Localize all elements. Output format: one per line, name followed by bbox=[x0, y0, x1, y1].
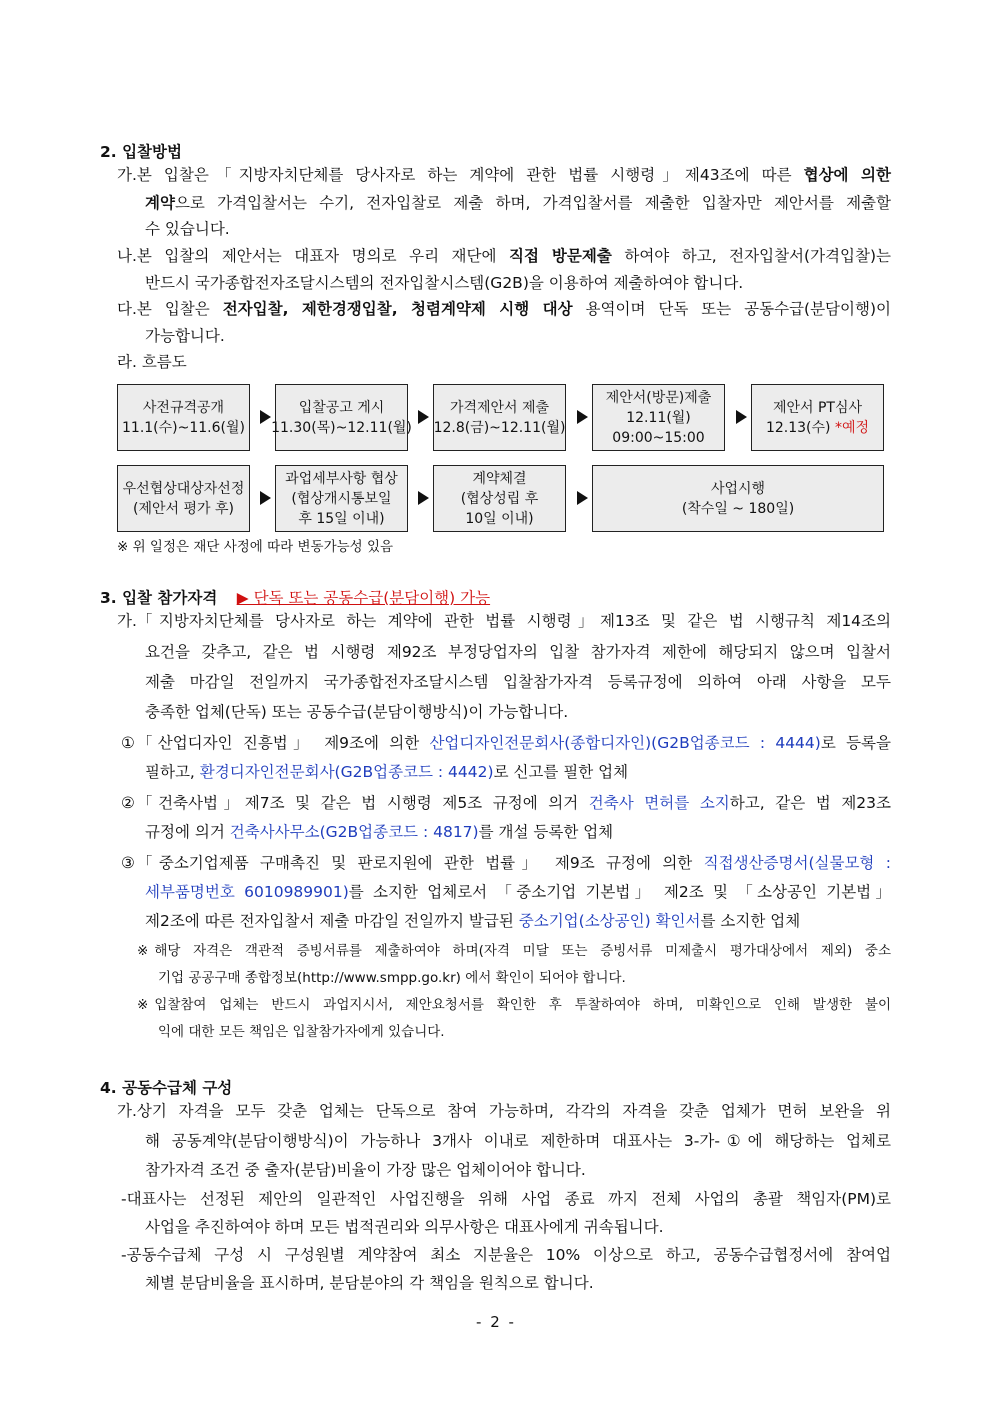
s3-req-2 bbox=[121, 789, 891, 818]
note-marker: ※ bbox=[137, 997, 149, 1013]
s3-note-1 bbox=[137, 938, 891, 965]
s2-item-ra bbox=[117, 348, 187, 377]
item-marker: - bbox=[121, 1246, 127, 1264]
flow-step-prespec: 사전규격공개 11.1(수)~11.6(월) bbox=[117, 384, 250, 451]
s3-item-ga bbox=[117, 607, 891, 636]
note-text: 해당 자격은 객관적 증빙서류를 제출하여야 하며(자격 미달 또는 증빙서류 미제출시 평가대상에서 제외) 중소 bbox=[154, 943, 891, 959]
s2-item-ga bbox=[117, 161, 891, 190]
item-text: 흐름도 bbox=[136, 353, 187, 371]
section-3-title: 3. 입찰 참가자격 ▶ 단독 또는 공동수급(분담이행) 가능 bbox=[100, 589, 491, 607]
item-marker: ① bbox=[121, 734, 135, 752]
item-text: 본 입찰은 전자입찰, 제한경쟁입찰, 청렴계약제 시행 대상 용역이며 단독 또는 공동수급(분담이행)이 bbox=[136, 300, 891, 318]
item-marker: 가. bbox=[117, 1102, 137, 1120]
s2-item-na bbox=[117, 242, 891, 271]
s4-dash-2-line2: 체별 분담비율을 표시하며, 분담분야의 각 책임을 원칙으로 합니다. bbox=[145, 1274, 594, 1292]
item-text: 「중소기업제품 구매촉진 및 판로지원에 관한 법률」 제9조 규정에 의한 직접생산증명서(실물모형 : bbox=[136, 854, 891, 872]
item-text: 「건축사법」제7조 및 같은 법 시행령 제5조 규정에 의거 건축사 면허를 소지하고, 같은 법 제23조 bbox=[136, 794, 891, 812]
flow-step-project: 사업시행 (착수일 ~ 180일) bbox=[592, 465, 884, 532]
s4-dash-1 bbox=[121, 1185, 891, 1214]
flow-step-pt: 제안서 PT심사 12.13(수) *예정 bbox=[751, 384, 884, 451]
item-text: 상기 자격을 모두 갖춘 업체는 단독으로 참여 가능하며, 각각의 자격을 갖춘 업체가 면허 보완을 위 bbox=[136, 1102, 891, 1120]
flow-arrow-icon bbox=[577, 410, 588, 424]
s3-note-1-line2: 기업 공공구매 종합정보(http://www.smpp.go.kr) 에서 확인이 되어야 합니다. bbox=[158, 970, 626, 986]
page-number: - 2 - bbox=[476, 1313, 516, 1331]
s3-item-ga-line2: 요건을 갖추고, 같은 법 시행령 제92조 부정당업자의 입찰 참가자격 제한에 해당되지 않으며 입찰서 bbox=[145, 643, 891, 661]
s3-req-1-line2: 필하고, 환경디자인전문회사(G2B업종코드 : 4442)로 신고를 필한 업체 bbox=[145, 763, 629, 781]
item-marker: 나. bbox=[117, 247, 137, 265]
s4-item-ga-line3: 참가자격 조건 중 출자(분담)비율이 가장 많은 업체이어야 합니다. bbox=[145, 1161, 586, 1179]
flow-step-negotiation: 과업세부사항 협상 (협상개시통보일 후 15일 이내) bbox=[275, 465, 408, 532]
note-text: 입찰참여 업체는 반드시 과업지시서, 제안요청서를 확인한 후 투찰하여야 하며, 미확인으로 인해 발생한 불이 bbox=[154, 997, 891, 1013]
item-text: 본 입찰의 제안서는 대표자 명의로 우리 재단에 직접 방문제출 하여야 하고, 전자입찰서(가격입찰)는 bbox=[136, 247, 891, 265]
s4-item-ga bbox=[117, 1097, 891, 1126]
flow-step-proposal: 제안서(방문)제출 12.11(월) 09:00~15:00 bbox=[592, 384, 725, 451]
flow-arrow-icon bbox=[260, 410, 271, 424]
s3-item-ga-line3: 제출 마감일 전일까지 국가종합전자조달시스템 입찰참가자격 등록규정에 의하여 아래 사항을 모두 bbox=[145, 673, 891, 691]
s3-note-2-line2: 익에 대한 모든 책임은 입찰참가자에게 있습니다. bbox=[158, 1024, 445, 1040]
item-marker: 가. bbox=[117, 166, 137, 184]
note-marker: ※ bbox=[137, 943, 149, 959]
item-text: 대표사는 선정된 제안의 일관적인 사업진행을 위해 사업 종료 까지 전체 사업의 총괄 책임자(PM)로 bbox=[126, 1190, 891, 1208]
item-marker: ② bbox=[121, 794, 135, 812]
item-text: 공동수급체 구성 시 구성원별 계약참여 최소 지분율은 10% 이상으로 하고, 공동수급협정서에 참여업 bbox=[126, 1246, 891, 1264]
s4-item-ga-line2: 해 공동계약(분담이행방식)이 가능하나 3개사 이내로 제한하며 대표사는 3-가-①에 해당하는 업체로 bbox=[145, 1132, 891, 1150]
flow-step-notice: 입찰공고 게시 11.30(목)~12.11(월) bbox=[275, 384, 408, 451]
flow-arrow-icon bbox=[736, 410, 747, 424]
s2-item-da bbox=[117, 295, 891, 324]
s3-req-3-line3: 제2조에 따른 전자입찰서 제출 마감일 전일까지 발급된 중소기업(소상공인) 확인서를 소지한 업체 bbox=[145, 912, 801, 930]
s3-req-1 bbox=[121, 729, 891, 758]
flow-step-contract: 계약체결 (협상성립 후 10일 이내) bbox=[433, 465, 566, 532]
item-text: 「지방자치단체를 당사자로 하는 계약에 관한 법률 시행령」제13조 및 같은 법 시행규칙 제14조의 bbox=[136, 612, 891, 630]
item-marker: - bbox=[121, 1190, 127, 1208]
s2-item-na-line2: 반드시 국가종합전자조달시스템의 전자입찰시스템(G2B)을 이용하여 제출하여야 합니다. bbox=[145, 274, 744, 292]
item-marker: ③ bbox=[121, 854, 135, 872]
flow-arrow-icon bbox=[260, 491, 271, 505]
item-marker: 다. bbox=[117, 300, 137, 318]
flow-note: ※ 위 일정은 재단 사정에 따라 변동가능성 있음 bbox=[117, 539, 394, 555]
s3-req-3-line2: 세부품명번호 6010989901)를 소지한 업체로서 「중소기업 기본법」 제2조 및 「소상공인 기본법」 bbox=[145, 883, 892, 901]
item-marker: 라. bbox=[117, 353, 137, 371]
s4-dash-2 bbox=[121, 1241, 891, 1270]
s4-dash-1-line2: 사업을 추진하여야 하며 모든 법적권리와 의무사항은 대표사에게 귀속됩니다. bbox=[145, 1218, 664, 1236]
flow-arrow-icon bbox=[418, 410, 429, 424]
section-2-title: 2. 입찰방법 bbox=[100, 143, 182, 161]
s3-item-ga-line4: 충족한 업체(단독) 또는 공동수급(분담이행방식)이 가능합니다. bbox=[145, 703, 569, 721]
section-3-tag: ▶ 단독 또는 공동수급(분담이행) 가능 bbox=[236, 589, 491, 607]
s3-req-2-line2: 규정에 의거 건축사사무소(G2B업종코드 : 4817)를 개설 등록한 업체 bbox=[145, 823, 614, 841]
item-marker: 가. bbox=[117, 612, 137, 630]
flow-arrow-icon bbox=[577, 491, 588, 505]
item-text: 본 입찰은「지방자치단체를 당사자로 하는 계약에 관한 법률 시행령」제43조에 따른 협상에 의한 bbox=[136, 166, 891, 184]
s3-req-3 bbox=[121, 849, 891, 878]
s2-item-da-line2: 가능합니다. bbox=[145, 327, 225, 345]
section-4-title: 4. 공동수급체 구성 bbox=[100, 1079, 233, 1097]
s2-item-ga-line3: 수 있습니다. bbox=[145, 220, 230, 238]
flow-arrow-icon bbox=[418, 491, 429, 505]
s2-item-ga-line2: 계약으로 가격입찰서는 수기, 전자입찰로 제출 하며, 가격입찰서를 제출한 입찰자만 제안서를 제출할 bbox=[145, 194, 891, 212]
s3-note-2 bbox=[137, 992, 891, 1019]
flow-step-priority: 우선협상대상자선정 (제안서 평가 후) bbox=[117, 465, 250, 532]
item-text: 「산업디자인 진흥법」 제9조에 의한 산업디자인전문회사(종합디자인)(G2B업종코드 : 4444)로 등록을 bbox=[136, 734, 891, 752]
flow-step-price: 가격제안서 제출 12.8(금)~12.11(월) bbox=[433, 384, 566, 451]
